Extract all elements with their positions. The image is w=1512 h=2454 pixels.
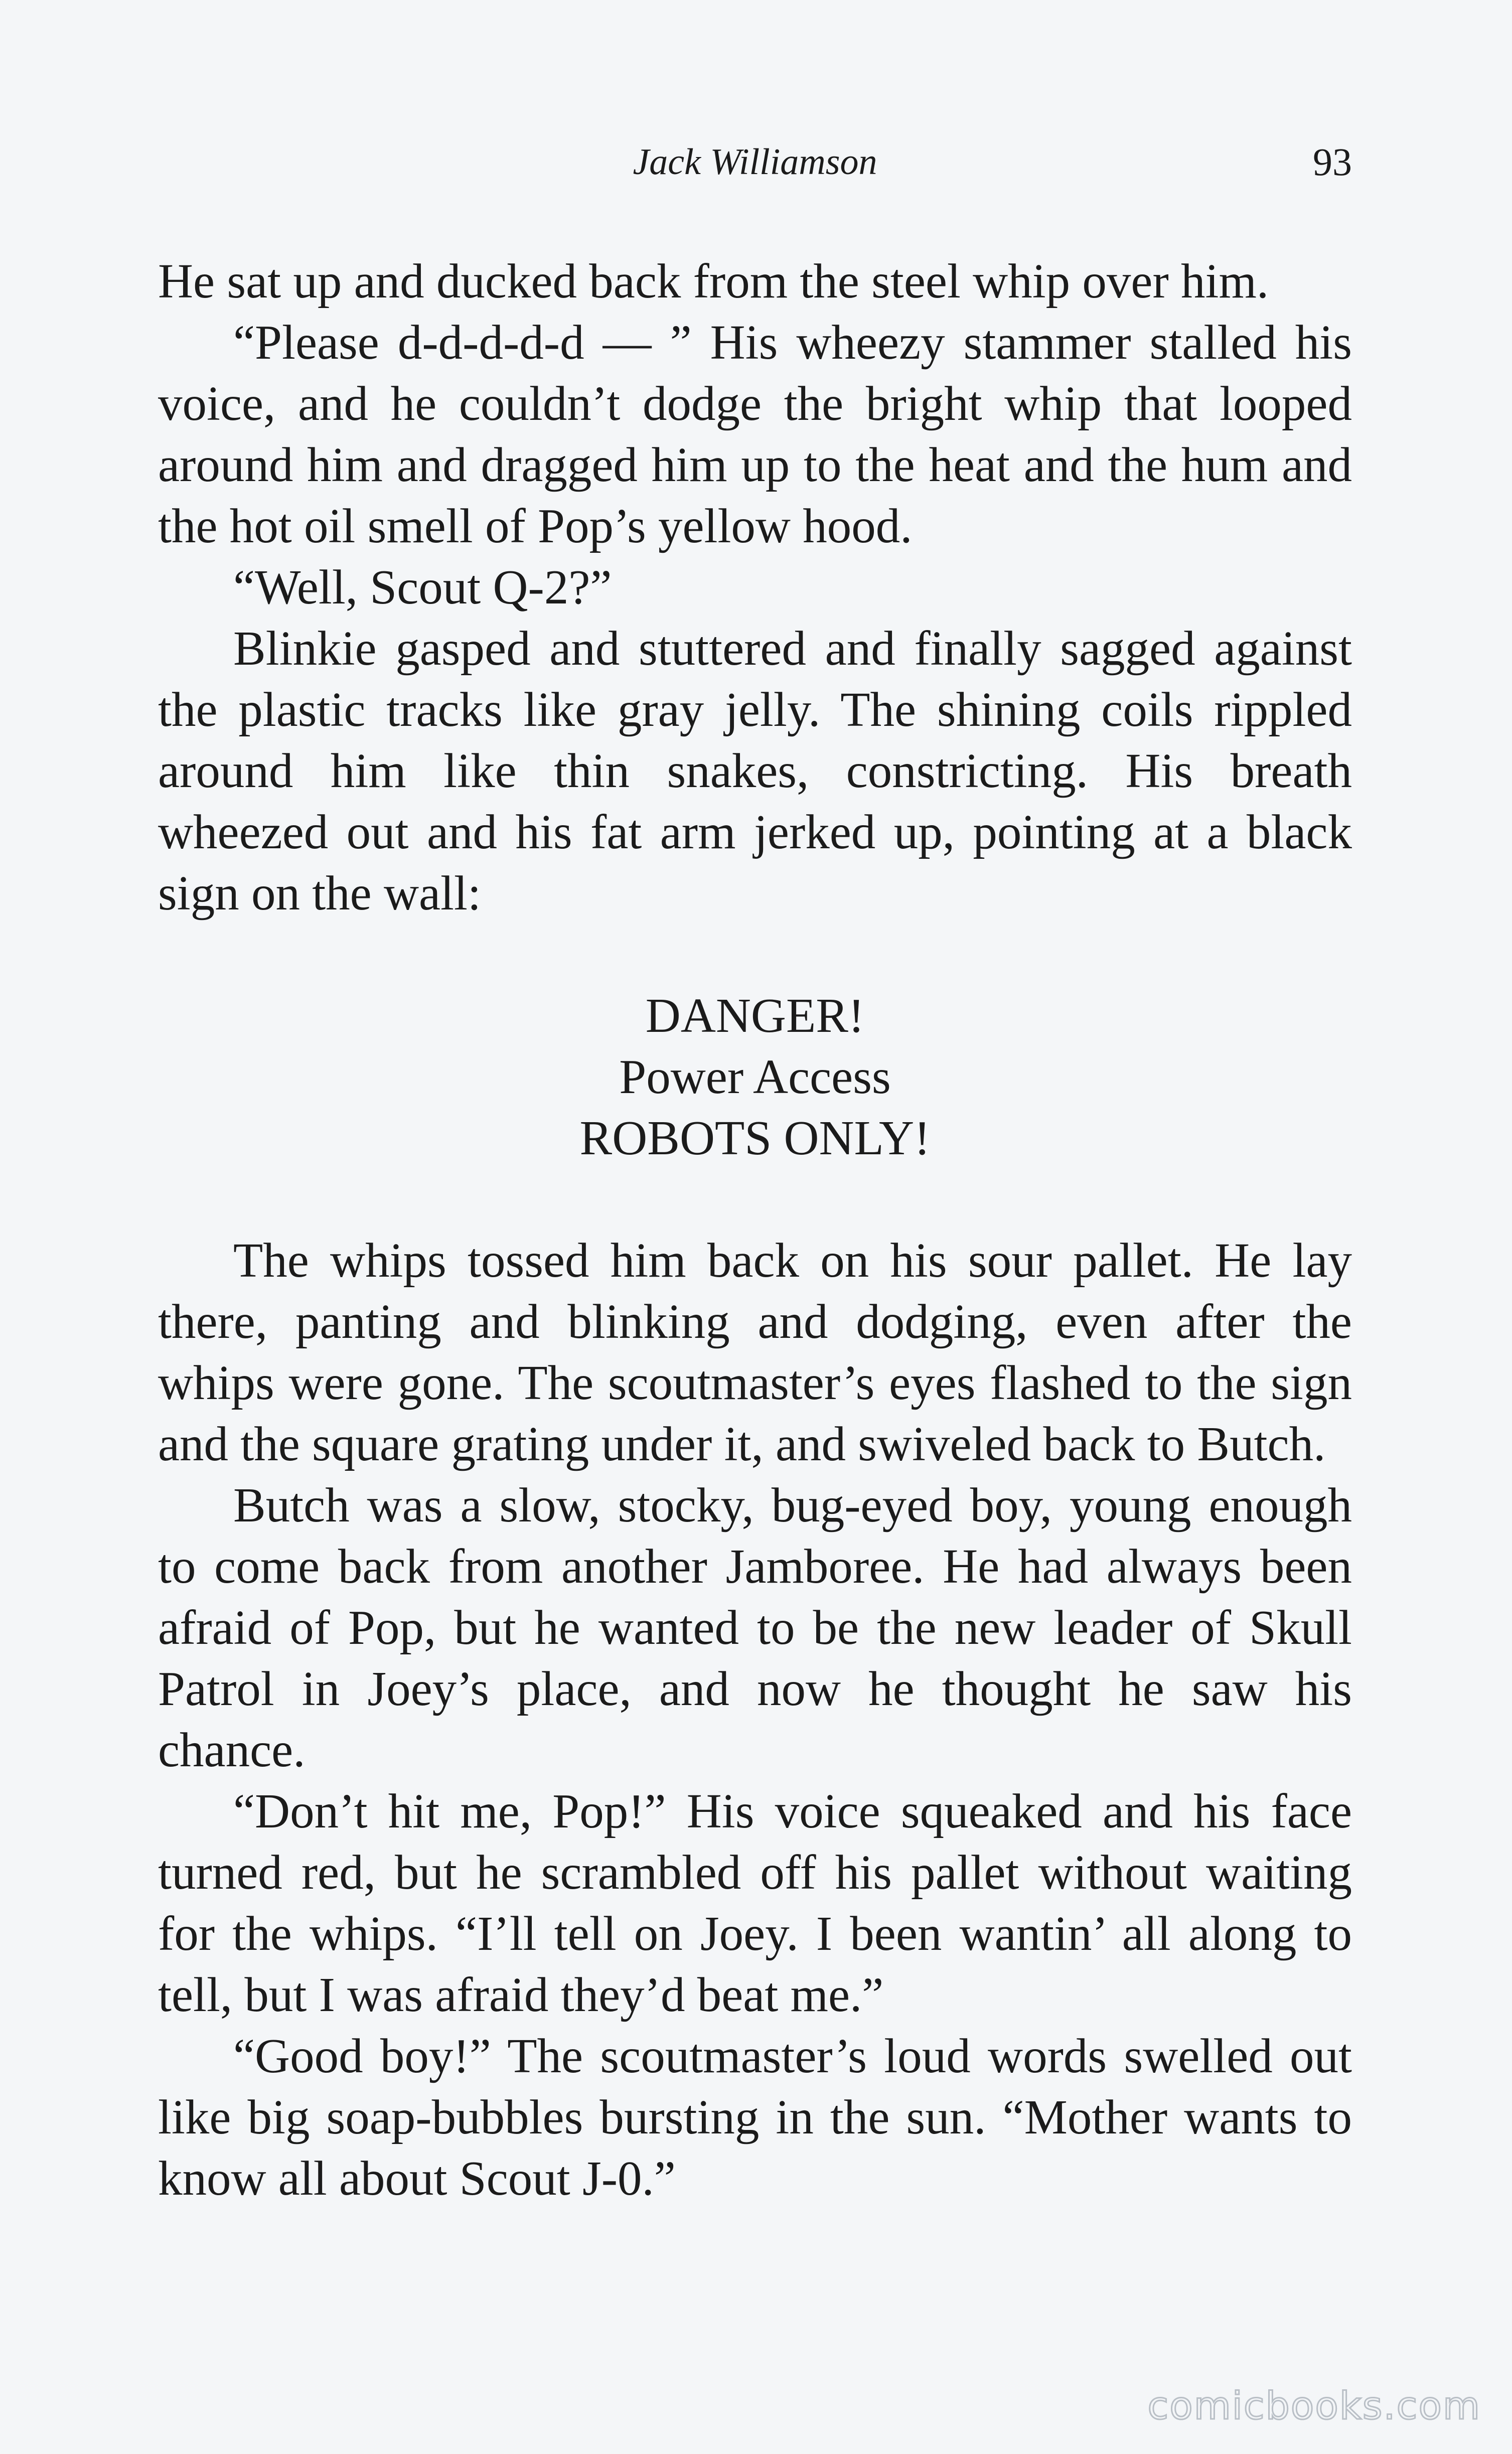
- watermark: comicbooks.com: [1147, 2383, 1481, 2428]
- running-head: [158, 134, 1352, 190]
- paragraph-7: “Don’t hit me, Pop!” His voice squeaked and his face turned red, but he scrambled off his pallet without waiting for the whips. “I’ll tell on Joey. I been wantin’ all along to tell, but I was afraid they’d beat me.”: [158, 1784, 1352, 2022]
- danger-sign: [158, 985, 1352, 1169]
- paragraph-8: “Good boy!” The scoutmaster’s loud words swelled out like big soap-bubbles bursting in the sun. “Mother wants to know all about Scout J-0.”: [158, 2029, 1352, 2205]
- running-head-author: Jack Williamson: [633, 141, 877, 183]
- sign-line-power-access: Power Access: [619, 1050, 891, 1104]
- paragraph-1: He sat up and ducked back from the steel whip over him.: [158, 254, 1269, 308]
- paragraph-4: Blinkie gasped and stuttered and finally sagged against the plastic tracks like gray jelly. The shining coils rippled around him like thin snakes, constricting. His breath wheezed out and his fat arm jerked up, pointing at a black sign on the wall:: [158, 622, 1352, 920]
- body-text: [158, 251, 1352, 2209]
- sign-line-robots-only: ROBOTS ONLY!: [579, 1111, 931, 1165]
- paragraph-5: The whips tossed him back on his sour pallet. He lay there, panting and blinking and dodging, even after the whips were gone. The scoutmaster’s eyes flashed to the sign and the square grating under it, and swiveled back to Butch.: [158, 1234, 1352, 1471]
- sign-line-danger: DANGER!: [645, 989, 865, 1042]
- paragraph-3: “Well, Scout Q-2?”: [233, 560, 612, 614]
- paragraph-6: Butch was a slow, stocky, bug-eyed boy, young enough to come back from another Jamboree. He had always been afraid of Pop, but he wanted to be the new leader of Skull Patrol in Joey’s place, and now he thought he saw his chance.: [158, 1478, 1352, 1777]
- page-number: 93: [1313, 140, 1352, 184]
- paragraph-2: “Please d-d-d-d-d — ” His wheezy stammer stalled his voice, and he couldn’t dodge the bright whip that looped around him and dragged him up to the heat and the hum and the hot oil smell of Pop’s yellow hood.: [158, 316, 1352, 553]
